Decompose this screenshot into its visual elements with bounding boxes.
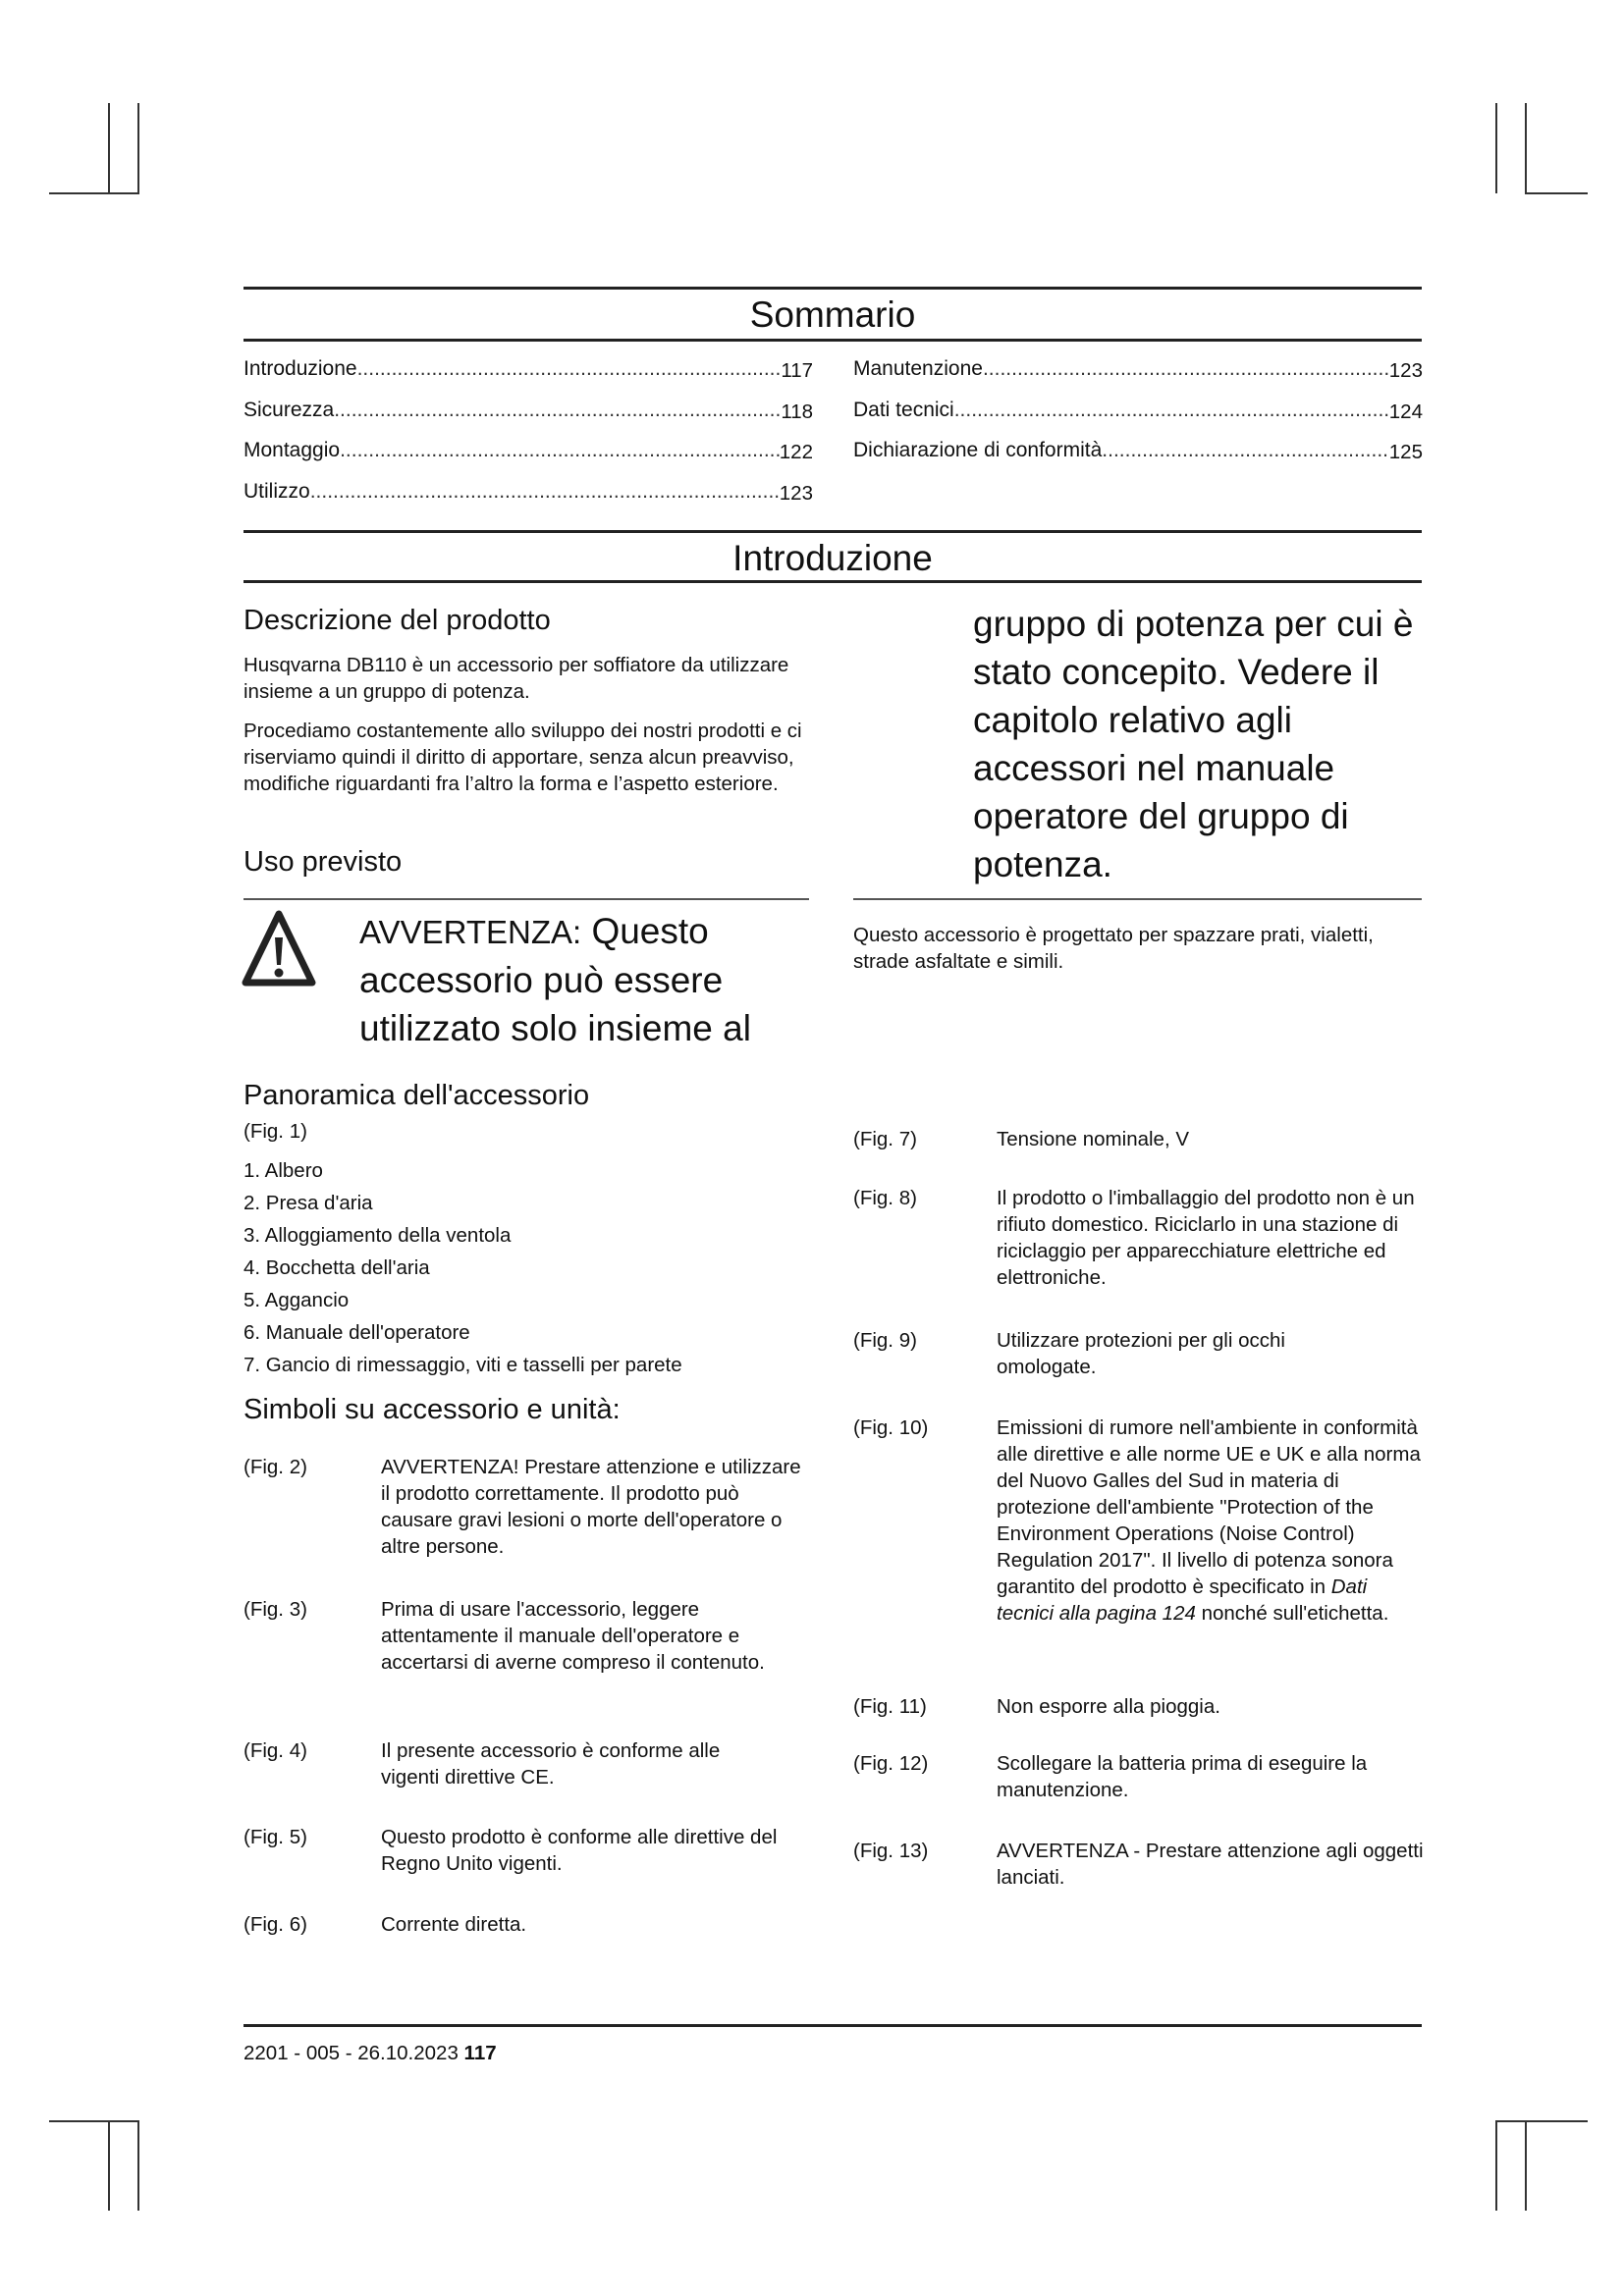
toc-label: Dichiarazione di conformità bbox=[853, 439, 1103, 461]
toc-label: Introduzione bbox=[244, 357, 357, 380]
crop-mark bbox=[108, 2120, 110, 2211]
toc-label: Dati tecnici bbox=[853, 399, 954, 421]
crop-mark bbox=[1525, 103, 1527, 193]
toc-page: 123 bbox=[779, 482, 813, 505]
toc-label: Sicurezza bbox=[244, 399, 335, 421]
toc-page: 123 bbox=[1388, 359, 1423, 382]
crop-mark bbox=[108, 103, 110, 193]
symbol-row: (Fig. 5) Questo prodotto è conforme alle direttive del Regno Unito vigenti. bbox=[244, 1826, 778, 1875]
overview-list bbox=[244, 1154, 813, 1381]
toc-entry[interactable] bbox=[244, 480, 813, 507]
warning-text-continued: gruppo di potenza per cui è stato concepito. Vedere il capitolo relativo agli accessori nel manuale operatore del gruppo di potenza. bbox=[973, 604, 1414, 884]
warning-text: AVVERTENZA: Questo accessorio può essere utilizzato solo insieme al bbox=[359, 911, 751, 1048]
crop-mark bbox=[49, 2120, 139, 2122]
symbol-row: (Fig. 12) Scollegare la batteria prima di eseguire la manutenzione. bbox=[853, 1752, 1368, 1801]
document-code: 2201 - 005 - 26.10.2023 bbox=[244, 2042, 459, 2064]
crop-mark bbox=[1525, 192, 1588, 194]
crop-mark bbox=[1495, 103, 1497, 193]
divider bbox=[244, 339, 1422, 342]
crop-mark bbox=[49, 192, 139, 194]
toc-label: Montaggio bbox=[244, 439, 341, 461]
toc-page: 124 bbox=[1388, 400, 1423, 423]
list-item: 5. Aggancio bbox=[244, 1289, 350, 1311]
symbol-row: (Fig. 9) Utilizzare protezioni per gli occhi omologate. bbox=[853, 1329, 1285, 1378]
heading-description: Descrizione del prodotto bbox=[244, 605, 551, 636]
symbol-row: (Fig. 4) Il presente accessorio è conforme alle vigenti direttive CE. bbox=[244, 1739, 721, 1789]
divider bbox=[244, 580, 1422, 583]
symbol-row: (Fig. 6) Corrente diretta. bbox=[244, 1913, 527, 1936]
crop-mark bbox=[1495, 2120, 1497, 2211]
section-title: Introduzione bbox=[732, 538, 933, 578]
symbol-row: (Fig. 11) Non esporre alla pioggia. bbox=[853, 1695, 1220, 1718]
divider bbox=[244, 530, 1422, 533]
toc-page: 125 bbox=[1388, 441, 1423, 463]
paragraph: Procediamo costantemente allo sviluppo dei nostri prodotti e ci riserviamo quindi il diritto di apportare, senza alcun preavviso, modifiche riguardanti fra l’altro la forma e l’aspetto esteriore. bbox=[244, 720, 802, 795]
toc-entry[interactable] bbox=[244, 399, 813, 425]
footer bbox=[244, 2042, 497, 2065]
toc-page: 118 bbox=[781, 400, 813, 423]
paragraph: Husqvarna DB110 è un accessorio per soffiatore da utilizzare insieme a un gruppo di potenza. bbox=[244, 654, 789, 703]
crop-mark bbox=[1525, 2120, 1527, 2211]
toc-entry[interactable] bbox=[244, 357, 813, 384]
link-technical-data[interactable]: Dati tecnici alla pagina 124 bbox=[997, 1575, 1368, 1625]
list-item: 6. Manuale dell'operatore bbox=[244, 1321, 470, 1344]
page-number: 117 bbox=[463, 2042, 497, 2064]
list-item: 2. Presa d'aria bbox=[244, 1192, 373, 1214]
toc-label: Utilizzo bbox=[244, 480, 310, 503]
list-item: 1. Albero bbox=[244, 1159, 323, 1182]
heading-intended-use: Uso previsto bbox=[244, 846, 403, 878]
symbol-row: (Fig. 2) AVVERTENZA! Prestare attenzione e utilizzare il prodotto correttamente. Il prodotto può causare gravi lesioni o morte dell'operatore o altre persone. bbox=[244, 1456, 801, 1558]
toc-title: Sommario bbox=[749, 294, 916, 335]
figure-ref: (Fig. 1) bbox=[244, 1120, 307, 1143]
toc-entry[interactable] bbox=[853, 439, 1423, 465]
toc-entry[interactable] bbox=[244, 439, 813, 465]
toc-entry[interactable] bbox=[853, 399, 1423, 425]
heading-overview: Panoramica dell'accessorio bbox=[244, 1080, 590, 1111]
divider bbox=[244, 2024, 1422, 2027]
crop-mark bbox=[1495, 2120, 1588, 2122]
symbol-row: (Fig. 7) Tensione nominale, V bbox=[853, 1128, 1190, 1150]
list-item: 3. Alloggiamento della ventola bbox=[244, 1224, 512, 1247]
toc-page: 122 bbox=[779, 441, 813, 463]
symbol-row: (Fig. 10) Emissioni di rumore nell'ambiente in conformità alle direttive e alle norme UE e UK e alla norma del Nuovo Galles del Sud in materia di protezione dell'ambiente "Protection of the Environment Operations (Noise Control) Regulation 2017". Il livello di potenza sonora garantito del prodotto è specificato in Dati tecnici alla pagina 124 nonché sull'etichetta. bbox=[853, 1416, 1421, 1625]
warning-label: AVVERTENZA: bbox=[359, 914, 582, 950]
toc-label: Manutenzione bbox=[853, 357, 983, 380]
crop-mark bbox=[137, 103, 139, 193]
warning-icon bbox=[242, 908, 316, 992]
divider bbox=[244, 898, 809, 900]
symbol-row: (Fig. 3) Prima di usare l'accessorio, leggere attentamente il manuale dell'operatore e accertarsi di averne compreso il contenuto. bbox=[244, 1598, 765, 1674]
heading-symbols: Simboli su accessorio e unità: bbox=[244, 1394, 621, 1425]
divider bbox=[244, 287, 1422, 290]
list-item: 7. Gancio di rimessaggio, viti e tasselli per parete bbox=[244, 1354, 682, 1376]
divider bbox=[853, 898, 1422, 900]
symbol-row: (Fig. 13) AVVERTENZA - Prestare attenzione agli oggetti lanciati. bbox=[853, 1840, 1424, 1889]
crop-mark bbox=[137, 2120, 139, 2211]
symbol-row: (Fig. 8) Il prodotto o l'imballaggio del prodotto non è un rifiuto domestico. Riciclarlo in una stazione di riciclaggio per apparecchiature elettriche ed elettroniche. bbox=[853, 1187, 1415, 1289]
toc-page: 117 bbox=[781, 359, 813, 382]
toc-entry[interactable] bbox=[853, 357, 1423, 384]
paragraph: Questo accessorio è progettato per spazzare prati, vialetti, strade asfaltate e simili. bbox=[853, 924, 1374, 973]
list-item: 4. Bocchetta dell'aria bbox=[244, 1256, 430, 1279]
